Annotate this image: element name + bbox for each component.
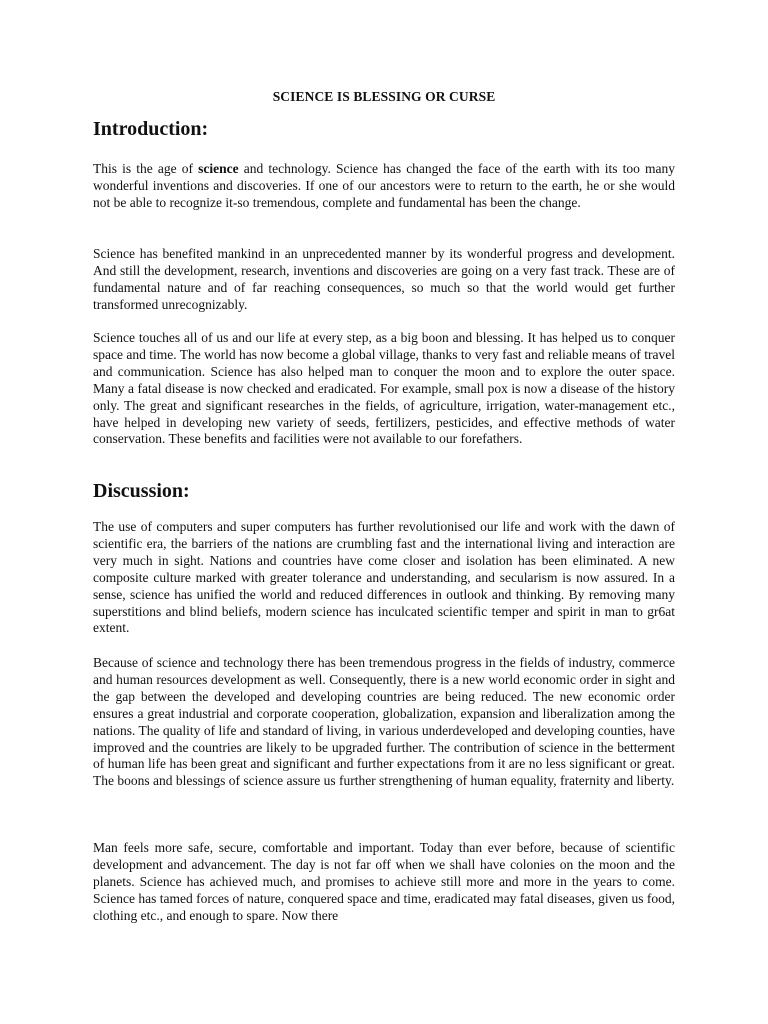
document-title: SCIENCE IS BLESSING OR CURSE [272, 89, 496, 104]
intro-p1-bold-word: science [198, 161, 239, 176]
intro-p1-text-before: This is the age of [93, 161, 199, 176]
intro-p1-text-after: and technology. Science has changed the face of the earth with its too many wonderful inventions and discoveries. If one of our ancestors were to return to the earth, he or she would not be able to recognize it-so tremendous, complete and fundamental has been the change. [93, 161, 675, 210]
discussion-heading: Discussion: [93, 480, 190, 502]
discussion-paragraph-3: Man feels more safe, secure, comfortable and important. Today than ever before, because of scientific development and advancement. The day is not far off when we shall have colonies on the moon and the planets. Science has achieved much, and promises to achieve still more and more in the years to come. Science has tamed forces of nature, conquered space and time, eradicated may fatal diseases, given us food, clothing etc., and enough to spare. Now there [93, 840, 675, 923]
discussion-paragraph-1: The use of computers and super computers has further revolutionised our life and work with the dawn of scientific era, the barriers of the nations are crumbling fast and the international living and interaction are very much in sight. Nations and countries have come closer and isolation has been eliminated. A new composite culture marked with greater tolerance and understanding, and secularism is now assured. In a sense, science has unified the world and reduced differences in outlook and thinking. By removing many superstitions and blind beliefs, modern science has inculcated scientific temper and spirit in man to gr6at extent. [93, 519, 675, 636]
introduction-paragraph-2: Science has benefited mankind in an unprecedented manner by its wonderful progress and development. And still the development, research, inventions and discoveries are going on a very fast track. These are of fundamental nature and of far reaching consequences, so much so that the world would get further transformed unrecognizably. [93, 246, 675, 312]
introduction-paragraph-1 [93, 161, 675, 212]
discussion-paragraph-2: Because of science and technology there has been tremendous progress in the fields of industry, commerce and human resources development as well. Consequently, there is a new world economic order in sight and the gap between the developed and developing countries are being reduced. The new economic order ensures a great industrial and corporate cooperation, globalization, expansion and liberalization among the nations. The quality of life and standard of living, in various underdeveloped and developing counties, have improved and the countries are likely to be upgraded further. The contribution of science in the betterment of human life has been great and significant and further expectations from it are no less significant or great. The boons and blessings of science assure us further strengthening of human equality, fraternity and liberty. [93, 655, 675, 789]
introduction-paragraph-3: Science touches all of us and our life at every step, as a big boon and blessing. It has helped us to conquer space and time. The world has now become a global village, thanks to very fast and reliable means of travel and communication. Science has also helped man to conquer the moon and to explore the outer space. Many a fatal disease is now checked and eradicated. For example, small pox is now a disease of the history only. The great and significant researches in the fields, of agriculture, irrigation, water-management etc., have helped in developing new variety of seeds, fertilizers, pesticides, and effective methods of water conservation. These benefits and facilities were not available to our forefathers. [93, 330, 675, 447]
introduction-heading: Introduction: [93, 118, 209, 140]
